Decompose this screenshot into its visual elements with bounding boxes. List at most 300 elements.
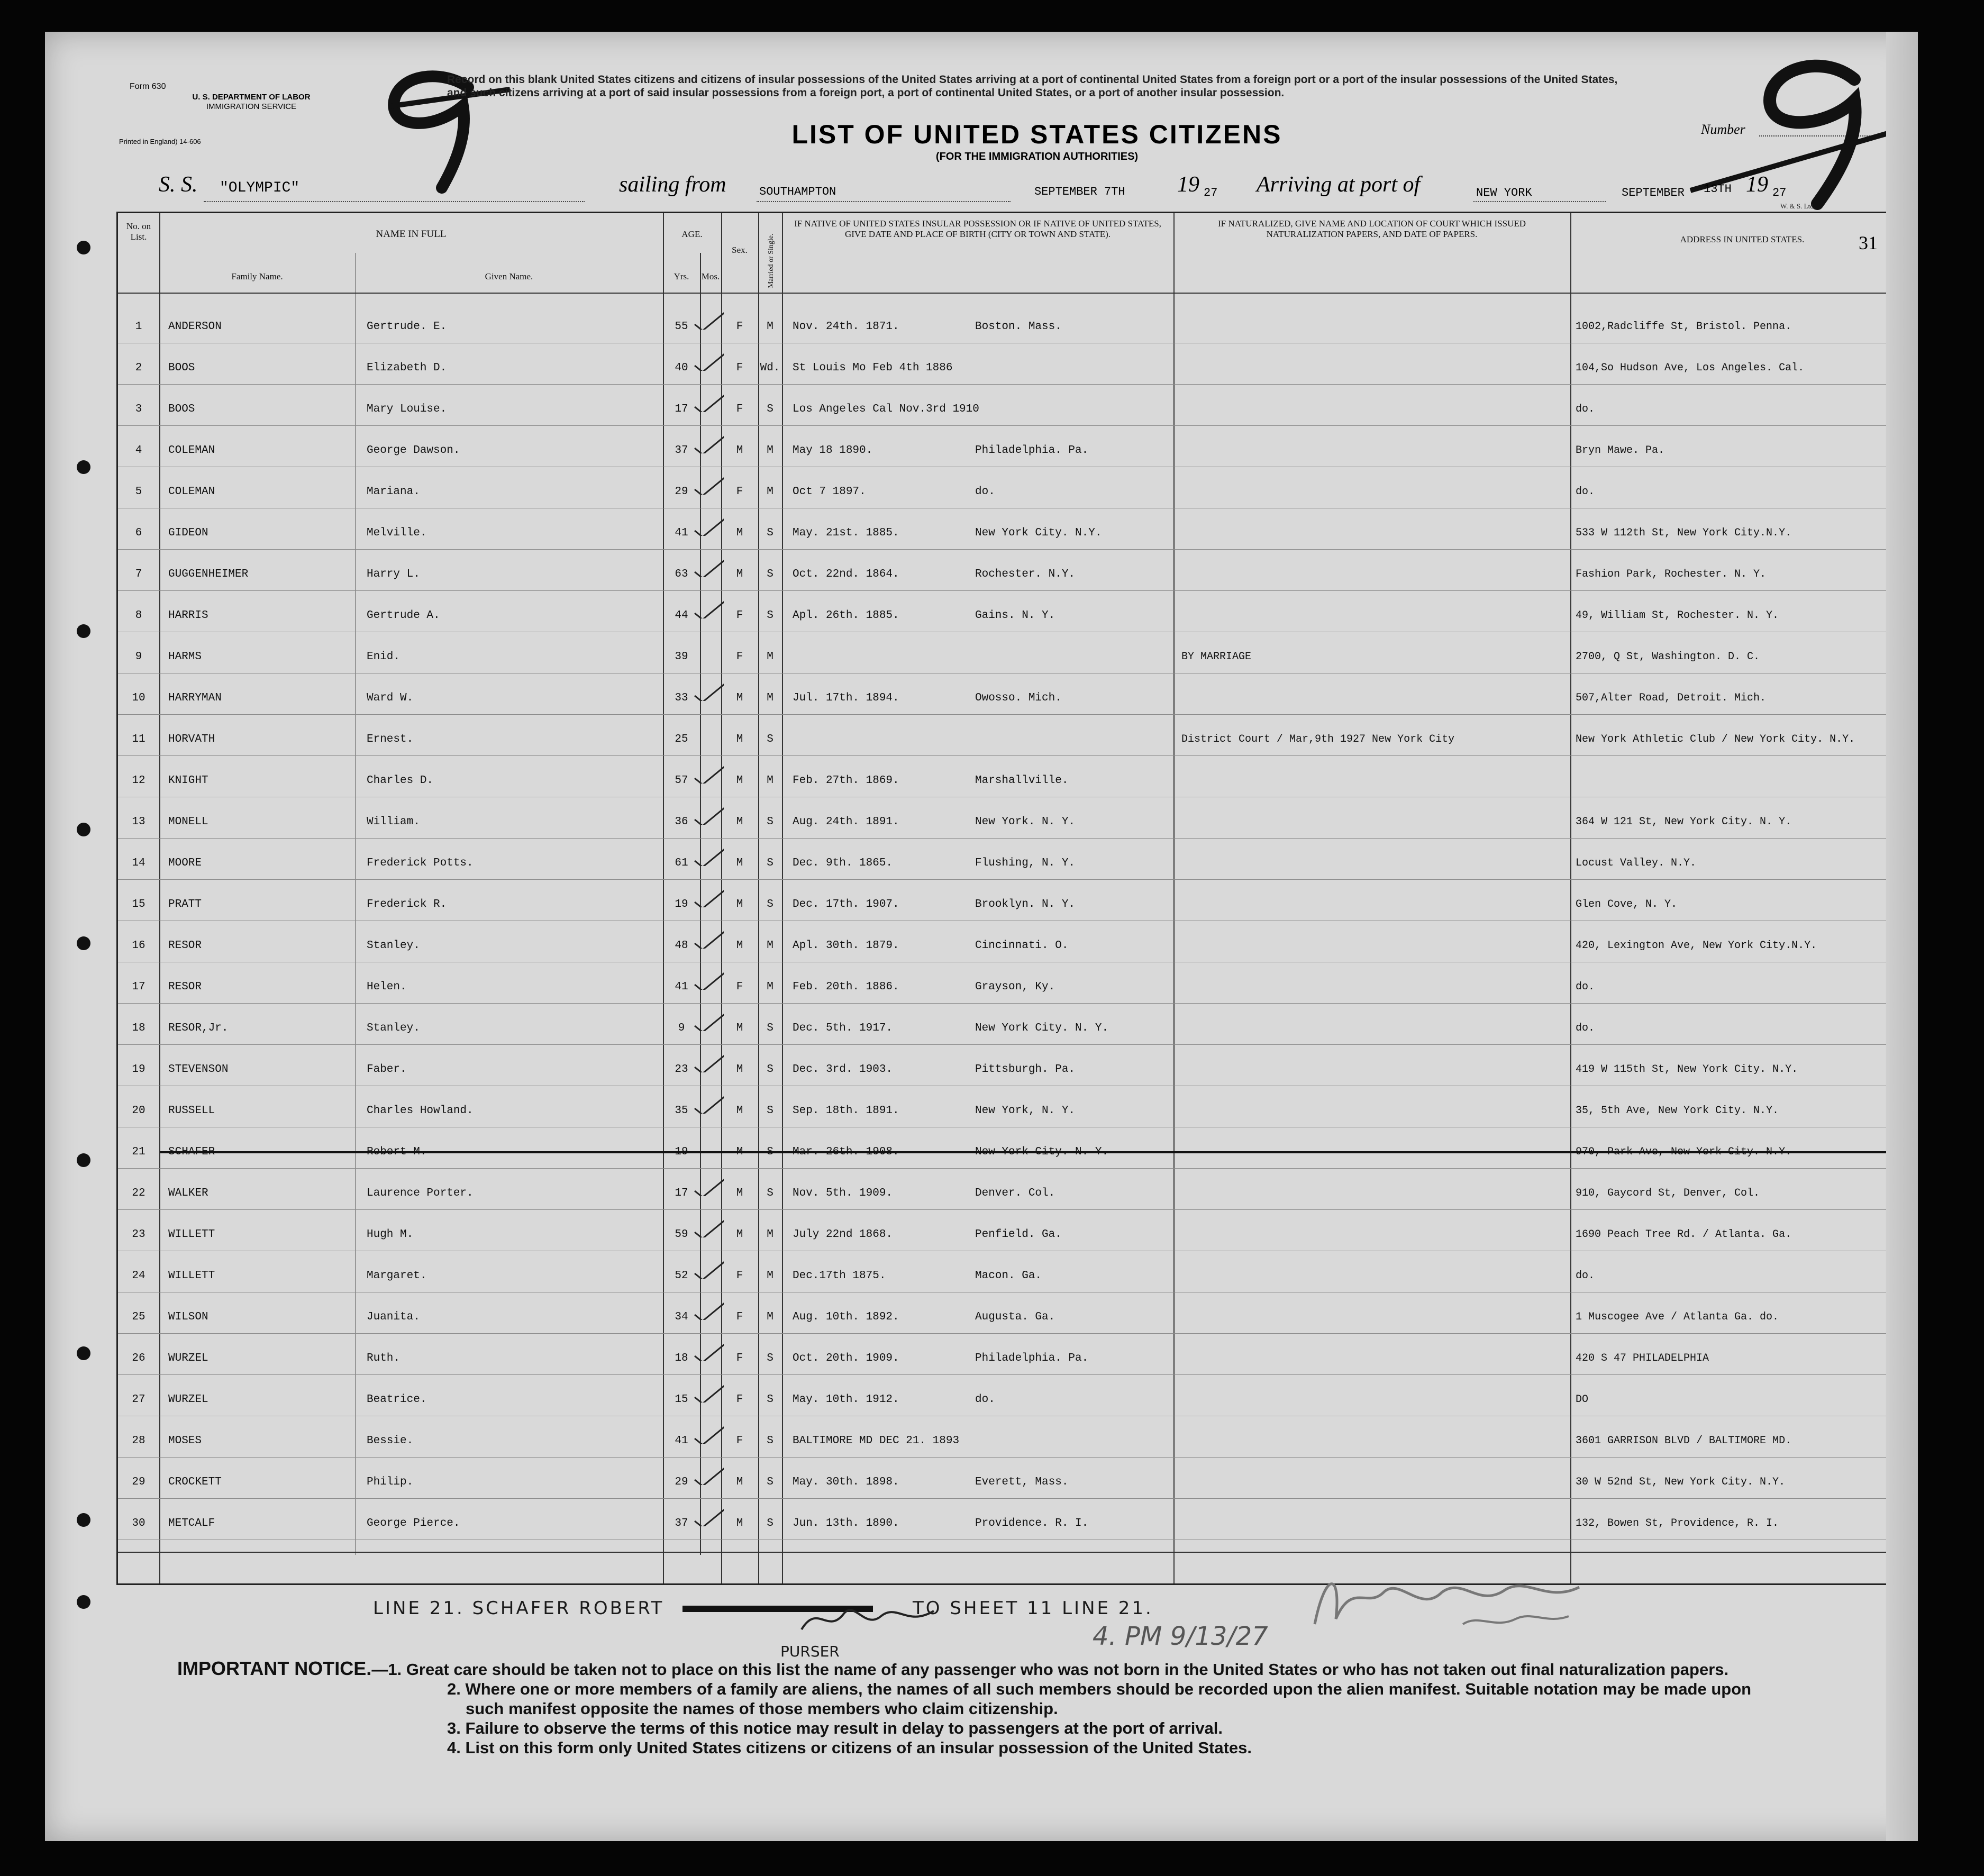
cell-given: Gertrude. E. xyxy=(367,321,447,333)
cell-given: Philip. xyxy=(367,1476,414,1488)
cell-family: HARMS xyxy=(168,651,202,663)
cell-age: 41 xyxy=(675,1435,688,1447)
cell-age: 25 xyxy=(675,733,688,745)
cell-given: Frederick Potts. xyxy=(367,857,474,869)
cell-sex: M xyxy=(736,1187,743,1199)
important-notice: IMPORTANT NOTICE.—1. Great care should be taken not to place on this list the name of any passenger who was not born in the United States or who has not taken out final naturalization papers. 2. Where one or more members of a family are aliens, the names of all such members should be recorded upon the alien manifest. Suitable notation may be made upon such manifest opposite the names of those members who claim citizenship. 3. Failure to observe the terms of this notice may result in delay to passengers at the port of arrival. 4. List on this form only United States citizens or citizens of an insular possession of the United States. xyxy=(177,1659,1918,1757)
cell-date: May. 30th. 1898. xyxy=(793,1476,899,1488)
cell-ms: M xyxy=(767,981,773,993)
cell-age: 35 xyxy=(675,1105,688,1117)
cell-age: 57 xyxy=(675,775,688,787)
cell-place: New York City. N. Y. xyxy=(975,1146,1109,1158)
cell-family: RUSSELL xyxy=(168,1105,215,1117)
col-header-given: Given Name. xyxy=(485,271,533,281)
cell-family: WILLETT xyxy=(168,1270,215,1282)
cell-date: Dec. 17th. 1907. xyxy=(793,898,899,910)
cell-family: METCALF xyxy=(168,1517,215,1529)
cell-given: Frederick R. xyxy=(367,898,447,910)
cell-age: 40 xyxy=(675,362,688,374)
punch-hole xyxy=(77,241,90,254)
cell-ms: M xyxy=(767,651,773,663)
cell-age: 63 xyxy=(675,568,688,580)
cell-sex: F xyxy=(736,1352,743,1364)
cell-addr: 419 W 115th St, New York City. N.Y. xyxy=(1576,1063,1798,1076)
cell-age: 39 xyxy=(675,651,688,663)
checkmark-icon xyxy=(692,597,724,618)
cell-no: 25 xyxy=(132,1311,145,1323)
cell-addr: 420, Lexington Ave, New York City.N.Y. xyxy=(1576,940,1817,952)
cell-family: RESOR xyxy=(168,940,202,952)
cell-sex: M xyxy=(736,1063,743,1076)
checkmark-icon xyxy=(692,1051,724,1072)
cell-no: 4 xyxy=(135,444,142,457)
cell-place: Macon. Ga. xyxy=(975,1270,1042,1282)
cell-date: Apl. 30th. 1879. xyxy=(793,940,899,952)
date-from: SEPTEMBER 7TH xyxy=(1034,185,1125,198)
cell-addr: do. xyxy=(1576,403,1595,415)
cell-given: Margaret. xyxy=(367,1270,427,1282)
cell-place: New York, N. Y. xyxy=(975,1105,1076,1117)
cell-addr: New York Athletic Club / New York City. N.Y. xyxy=(1576,733,1855,745)
port-to: NEW YORK xyxy=(1476,186,1532,199)
cell-age: 29 xyxy=(675,1476,688,1488)
cell-no: 15 xyxy=(132,898,145,910)
cell-place: Philadelphia. Pa. xyxy=(975,1352,1089,1364)
checkmark-icon xyxy=(692,308,724,330)
cell-ms: M xyxy=(767,321,773,333)
cell-family: WURZEL xyxy=(168,1352,208,1364)
arriving-label: Arriving at port of xyxy=(1257,172,1421,197)
cell-no: 10 xyxy=(132,692,145,704)
cell-date: Dec.17th 1875. xyxy=(793,1270,886,1282)
checkmark-icon xyxy=(692,1505,724,1526)
cell-addr: 35, 5th Ave, New York City. N.Y. xyxy=(1576,1105,1779,1117)
punch-hole xyxy=(77,1153,90,1167)
cell-age: 34 xyxy=(675,1311,688,1323)
cell-family: RESOR,Jr. xyxy=(168,1022,229,1034)
cell-no: 3 xyxy=(135,403,142,415)
col-header-yrs: Yrs. xyxy=(674,271,689,281)
cell-date: Feb. 20th. 1886. xyxy=(793,981,899,993)
cell-age: 55 xyxy=(675,321,688,333)
cell-family: BOOS xyxy=(168,403,195,415)
cell-no: 30 xyxy=(132,1517,145,1529)
cell-place: Gains. N. Y. xyxy=(975,609,1055,622)
checkmark-icon xyxy=(692,680,724,701)
cell-given: Beatrice. xyxy=(367,1394,427,1406)
page-subtitle: (FOR THE IMMIGRATION AUTHORITIES) xyxy=(935,151,1139,162)
cell-given: Harry L. xyxy=(367,568,420,580)
cell-date: Sep. 18th. 1891. xyxy=(793,1105,899,1117)
cell-given: Ernest. xyxy=(367,733,414,745)
checkmark-icon xyxy=(692,1092,724,1114)
row-rule xyxy=(118,1498,1917,1499)
cell-sex: M xyxy=(736,1105,743,1117)
cell-age: 15 xyxy=(675,1394,688,1406)
row-rule xyxy=(118,1003,1917,1004)
checkmark-icon xyxy=(692,1381,724,1403)
notice-item-3: 3. Failure to observe the terms of this notice may result in delay to passengers at the port of arrival. xyxy=(447,1719,1223,1737)
cell-age: 17 xyxy=(675,1187,688,1199)
cell-family: HORVATH xyxy=(168,733,215,745)
cell-family: WILSON xyxy=(168,1311,208,1323)
cell-date: Mar. 26th. 1908. xyxy=(793,1146,899,1158)
page-number: 31 xyxy=(1859,232,1878,253)
row-rule xyxy=(118,1333,1917,1334)
cell-place: New York City. N.Y. xyxy=(975,527,1102,539)
cell-family: KNIGHT xyxy=(168,775,208,787)
cell-given: Stanley. xyxy=(367,940,420,952)
notice-lead: IMPORTANT NOTICE. xyxy=(177,1658,372,1679)
cell-ms: S xyxy=(767,857,773,869)
cell-addr: DO xyxy=(1576,1394,1589,1406)
checkmark-icon xyxy=(692,556,724,577)
checkmark-icon xyxy=(692,1464,724,1485)
ss-label: S. S. xyxy=(159,172,198,197)
cell-age: 33 xyxy=(675,692,688,704)
checkmark-icon xyxy=(692,762,724,784)
cell-ms: S xyxy=(767,733,773,745)
cell-age: 52 xyxy=(675,1270,688,1282)
punch-hole xyxy=(77,460,90,474)
cell-nat: District Court / Mar,9th 1927 New York City xyxy=(1181,733,1455,745)
sailing-from-label: sailing from xyxy=(619,172,726,197)
cell-place: Penfield. Ga. xyxy=(975,1228,1062,1241)
col-header-married: Married or Single. xyxy=(767,233,775,288)
cell-sex: M xyxy=(736,444,743,457)
checkmark-icon xyxy=(692,1010,724,1031)
cell-ms: S xyxy=(767,568,773,580)
page-title: LIST OF UNITED STATES CITIZENS xyxy=(791,120,1282,149)
cell-given: Mariana. xyxy=(367,486,420,498)
cell-sex: F xyxy=(736,1394,743,1406)
manifest-sheet xyxy=(45,32,1918,1841)
cell-addr: 49, William St, Rochester. N. Y. xyxy=(1576,609,1779,622)
cell-age: 41 xyxy=(675,981,688,993)
cell-ms: Wd. xyxy=(760,362,780,374)
cell-place: Boston. Mass. xyxy=(975,321,1062,333)
cell-no: 24 xyxy=(132,1270,145,1282)
date-to: SEPTEMBER xyxy=(1622,186,1685,199)
checkmark-icon xyxy=(692,804,724,825)
cell-no: 20 xyxy=(132,1105,145,1117)
cell-given: George Pierce. xyxy=(367,1517,460,1529)
cell-addr: 910, Gaycord St, Denver, Col. xyxy=(1576,1187,1760,1199)
cell-date: BALTIMORE MD DEC 21. 1893 xyxy=(793,1435,960,1447)
punch-hole xyxy=(77,823,90,836)
cell-sex: F xyxy=(736,403,743,415)
cell-ms: M xyxy=(767,940,773,952)
year-prefix-to: 19 xyxy=(1746,172,1768,197)
col-header-sex: Sex. xyxy=(732,245,748,255)
cell-sex: F xyxy=(736,1435,743,1447)
checkmark-icon xyxy=(692,1216,724,1237)
cell-given: Helen. xyxy=(367,981,407,993)
cell-ms: S xyxy=(767,1022,773,1034)
cell-no: 2 xyxy=(135,362,142,374)
checkmark-icon xyxy=(692,969,724,990)
checkmark-icon xyxy=(692,391,724,412)
cell-no: 17 xyxy=(132,981,145,993)
cell-no: 14 xyxy=(132,857,145,869)
checkmark-icon xyxy=(692,927,724,949)
record-instructions: Record on this blank United States citizens and citizens of insular possessions of the United States arriving at a port of continental United States from a foreign port or a port of the insular possessions of the United States, and such citizens arriving at a port of said insular possessions from a foreign port, a port of continental United States, or a port of another insular possession. xyxy=(447,74,1618,99)
cell-age: 19 xyxy=(675,898,688,910)
cell-sex: M xyxy=(736,527,743,539)
cell-age: 9 xyxy=(678,1022,685,1034)
cell-no: 1 xyxy=(135,321,142,333)
cell-ms: S xyxy=(767,403,773,415)
cell-addr: do. xyxy=(1576,486,1595,498)
day-to: 13TH xyxy=(1704,183,1732,196)
cell-place: Providence. R. I. xyxy=(975,1517,1089,1529)
cell-date: May 18 1890. xyxy=(793,444,873,457)
cell-age: 36 xyxy=(675,816,688,828)
row-rule xyxy=(118,714,1917,715)
citizens-table xyxy=(116,212,1918,1585)
cell-given: Gertrude A. xyxy=(367,609,440,622)
cell-ms: S xyxy=(767,898,773,910)
cell-ms: S xyxy=(767,1476,773,1488)
col-header-no: No. on List. xyxy=(126,221,151,242)
cell-ms: S xyxy=(767,816,773,828)
cell-addr: 3601 GARRISON BLVD / BALTIMORE MD. xyxy=(1576,1435,1792,1447)
cell-family: GIDEON xyxy=(168,527,208,539)
row-rule xyxy=(118,838,1917,839)
cell-age: 48 xyxy=(675,940,688,952)
cell-sex: M xyxy=(736,692,743,704)
cell-addr: 533 W 112th St, New York City.N.Y. xyxy=(1576,527,1792,539)
cell-place: Rochester. N.Y. xyxy=(975,568,1076,580)
cell-family: GUGGENHEIMER xyxy=(168,568,249,580)
cell-place: do. xyxy=(975,1394,995,1406)
cell-family: MOSES xyxy=(168,1435,202,1447)
cell-addr: do. xyxy=(1576,981,1595,993)
cell-age: 61 xyxy=(675,857,688,869)
cell-age: 37 xyxy=(675,1517,688,1529)
punch-hole xyxy=(77,624,90,638)
cell-date: Dec. 9th. 1865. xyxy=(793,857,893,869)
checkmark-icon xyxy=(692,1340,724,1361)
cell-family: BOOS xyxy=(168,362,195,374)
inspector-signature-icon xyxy=(1304,1561,1600,1640)
col-header-naturalized: IF NATURALIZED, GIVE NAME AND LOCATION OF COURT WHICH ISSUED NATURALIZATION PAPERS, AND DATE OF PAPERS. xyxy=(1217,218,1526,239)
row-rule xyxy=(118,1209,1917,1210)
checkmark-icon xyxy=(692,473,724,495)
checkmark-icon xyxy=(692,515,724,536)
col-header-mos: Mos. xyxy=(701,271,720,281)
cell-place: Cincinnati. O. xyxy=(975,940,1069,952)
line21-note-destination: TO SHEET 11 LINE 21. xyxy=(913,1598,1153,1619)
cell-sex: M xyxy=(736,940,743,952)
cell-age: 29 xyxy=(675,486,688,498)
cell-no: 29 xyxy=(132,1476,145,1488)
punch-hole xyxy=(77,1513,90,1527)
cell-age: 41 xyxy=(675,527,688,539)
cell-ms: S xyxy=(767,1105,773,1117)
cell-no: 8 xyxy=(135,609,142,622)
col-header-age: AGE. xyxy=(681,229,703,239)
cell-date: Aug. 10th. 1892. xyxy=(793,1311,899,1323)
row-rule xyxy=(118,549,1917,550)
cell-given: Charles D. xyxy=(367,775,434,787)
cell-sex: F xyxy=(736,321,743,333)
year-from: 27 xyxy=(1204,186,1218,199)
cell-ms: S xyxy=(767,1435,773,1447)
cell-date: Aug. 24th. 1891. xyxy=(793,816,899,828)
cell-addr: Glen Cove, N. Y. xyxy=(1576,898,1678,910)
checkmark-icon xyxy=(692,845,724,866)
cell-no: 12 xyxy=(132,775,145,787)
cell-no: 19 xyxy=(132,1063,145,1076)
cell-given: Laurence Porter. xyxy=(367,1187,474,1199)
cell-given: Faber. xyxy=(367,1063,407,1076)
cell-given: Elizabeth D. xyxy=(367,362,447,374)
cell-ms: S xyxy=(767,1352,773,1364)
cell-sex: M xyxy=(736,1146,743,1158)
cell-addr: 364 W 121 St, New York City. N. Y. xyxy=(1576,816,1792,828)
cell-sex: M xyxy=(736,816,743,828)
checkmark-icon xyxy=(692,1175,724,1196)
cell-addr: do. xyxy=(1576,1022,1595,1034)
cell-sex: F xyxy=(736,1311,743,1323)
row-rule xyxy=(118,1044,1917,1045)
cell-date: Oct. 22nd. 1864. xyxy=(793,568,899,580)
cell-family: SCHAFER xyxy=(168,1146,215,1158)
cell-given: Robert M. xyxy=(367,1146,427,1158)
cell-no: 6 xyxy=(135,527,142,539)
cell-age: 17 xyxy=(675,403,688,415)
cell-no: 27 xyxy=(132,1394,145,1406)
cell-ms: S xyxy=(767,609,773,622)
cell-family: MONELL xyxy=(168,816,208,828)
number-label: Number xyxy=(1701,122,1745,137)
cell-age: 18 xyxy=(675,1352,688,1364)
cell-date: Dec. 3rd. 1903. xyxy=(793,1063,893,1076)
cell-nat: BY MARRIAGE xyxy=(1181,651,1252,663)
printer-mark: W. & S. Ltd. xyxy=(1780,202,1815,210)
cell-addr: Locust Valley. N.Y. xyxy=(1576,857,1697,869)
cell-place: Marshallville. xyxy=(975,775,1069,787)
cell-family: CROCKETT xyxy=(168,1476,222,1488)
notice-item-4: 4. List on this form only United States citizens or citizens of an insular possession of the United States. xyxy=(447,1738,1252,1757)
cell-date: Los Angeles Cal Nov.3rd 1910 xyxy=(793,403,979,415)
cell-no: 9 xyxy=(135,651,142,663)
line21-note: LINE 21. SCHAFER ROBERT xyxy=(373,1598,665,1619)
cell-ms: S xyxy=(767,1517,773,1529)
cell-date: Apl. 26th. 1885. xyxy=(793,609,899,622)
cell-no: 13 xyxy=(132,816,145,828)
department-name: U. S. DEPARTMENT OF LABOR xyxy=(192,93,311,102)
cell-place: New York. N. Y. xyxy=(975,816,1076,828)
cell-sex: M xyxy=(736,568,743,580)
cell-no: 26 xyxy=(132,1352,145,1364)
cell-given: George Dawson. xyxy=(367,444,460,457)
cell-date: May. 10th. 1912. xyxy=(793,1394,899,1406)
notice-item-2b: such manifest opposite the names of those members who claim citizenship. xyxy=(466,1699,1058,1718)
cell-addr: 507,Alter Road, Detroit. Mich. xyxy=(1576,692,1767,704)
cell-date: Oct. 20th. 1909. xyxy=(793,1352,899,1364)
cell-date: May. 21st. 1885. xyxy=(793,527,899,539)
cell-family: HARRYMAN xyxy=(168,692,222,704)
notice-item-2a: 2. Where one or more members of a family are aliens, the names of all such members should be recorded upon the alien manifest. Suitable notation may be made upon xyxy=(447,1680,1752,1698)
cell-no: 7 xyxy=(135,568,142,580)
cell-given: Juanita. xyxy=(367,1311,420,1323)
cell-place: Denver. Col. xyxy=(975,1187,1055,1199)
cell-place: New York City. N. Y. xyxy=(975,1022,1109,1034)
cell-family: MOORE xyxy=(168,857,202,869)
cell-date: St Louis Mo Feb 4th 1886 xyxy=(793,362,953,374)
cell-place: Everett, Mass. xyxy=(975,1476,1069,1488)
cell-date: Feb. 27th. 1869. xyxy=(793,775,899,787)
cell-no: 23 xyxy=(132,1228,145,1241)
cell-ms: S xyxy=(767,1394,773,1406)
cell-family: HARRIS xyxy=(168,609,208,622)
cell-given: Charles Howland. xyxy=(367,1105,474,1117)
cell-date: Dec. 5th. 1917. xyxy=(793,1022,893,1034)
row-rule xyxy=(118,384,1917,385)
purser-signature-icon xyxy=(796,1598,944,1640)
cell-addr: 104,So Hudson Ave, Los Angeles. Cal. xyxy=(1576,362,1805,374)
cell-ms: M xyxy=(767,1228,773,1241)
port-to-line xyxy=(1473,201,1606,202)
cell-family: WURZEL xyxy=(168,1394,208,1406)
cell-ms: M xyxy=(767,486,773,498)
cell-place: do. xyxy=(975,486,995,498)
cell-addr: 1002,Radcliffe St, Bristol. Penna. xyxy=(1576,321,1792,333)
cell-family: RESOR xyxy=(168,981,202,993)
ship-line xyxy=(204,201,585,202)
cell-sex: F xyxy=(736,362,743,374)
cell-place: Brooklyn. N. Y. xyxy=(975,898,1076,910)
cell-addr: 1 Muscogee Ave / Atlanta Ga. do. xyxy=(1576,1311,1779,1323)
cell-ms: M xyxy=(767,1311,773,1323)
row-rule xyxy=(118,425,1917,426)
year-to: 27 xyxy=(1772,186,1787,199)
cell-place: Owosso. Mich. xyxy=(975,692,1062,704)
cell-date: July 22nd 1868. xyxy=(793,1228,893,1241)
cell-sex: F xyxy=(736,1270,743,1282)
cell-family: PRATT xyxy=(168,898,202,910)
cell-ms: M xyxy=(767,692,773,704)
cell-sex: F xyxy=(736,486,743,498)
checkmark-icon xyxy=(692,1423,724,1444)
cell-given: Hugh M. xyxy=(367,1228,414,1241)
checkmark-icon xyxy=(692,432,724,453)
cell-place: Grayson, Ky. xyxy=(975,981,1055,993)
cell-addr: Bryn Mawe. Pa. xyxy=(1576,444,1665,457)
cell-family: COLEMAN xyxy=(168,486,215,498)
cell-ms: M xyxy=(767,775,773,787)
cell-family: WILLETT xyxy=(168,1228,215,1241)
cell-ms: S xyxy=(767,1063,773,1076)
department-block xyxy=(156,93,347,112)
cell-family: STEVENSON xyxy=(168,1063,229,1076)
cell-family: ANDERSON xyxy=(168,321,222,333)
cell-addr: do. xyxy=(1576,1270,1595,1282)
cell-age: 44 xyxy=(675,609,688,622)
cell-place: Flushing, N. Y. xyxy=(975,857,1076,869)
row-rule xyxy=(118,755,1917,756)
checkmark-icon xyxy=(692,1258,724,1279)
cell-no: 18 xyxy=(132,1022,145,1034)
cell-addr: 970, Park Ave, New York City. N.Y. xyxy=(1576,1146,1792,1158)
col-header-family: Family Name. xyxy=(231,271,283,281)
row-rule xyxy=(118,590,1917,591)
cell-ms: M xyxy=(767,1270,773,1282)
time-note: 4. PM 9/13/27 xyxy=(1093,1622,1268,1651)
cell-ms: M xyxy=(767,444,773,457)
